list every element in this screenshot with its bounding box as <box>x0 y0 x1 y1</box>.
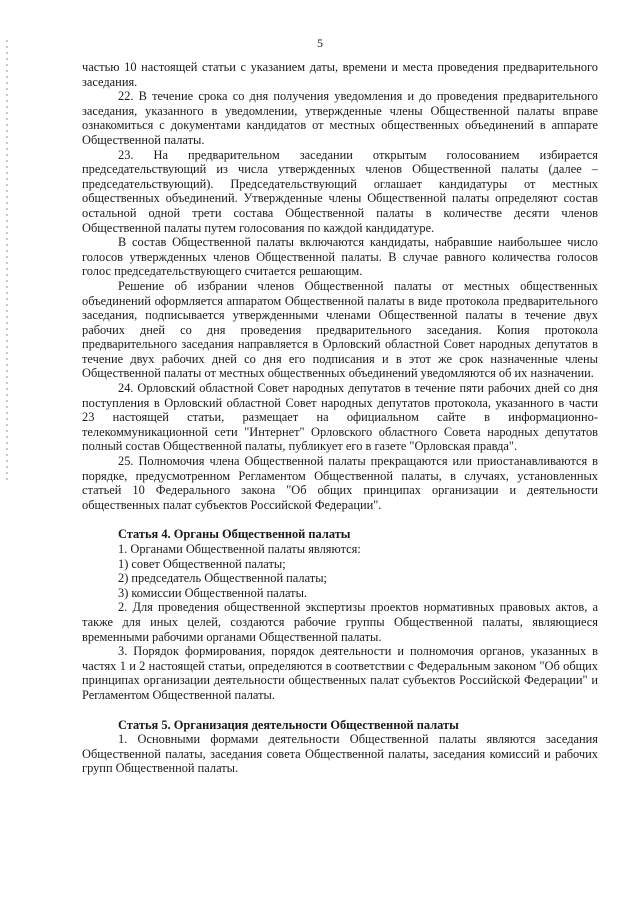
article-5-heading: Статья 5. Организация деятельности Общественной палаты <box>118 717 459 732</box>
article-4-paragraph: 2. Для проведения общественной экспертизы проектов нормативных правовых актов, а также для иных целей, создаются рабочие группы Общественной палаты, являющиеся временными рабочими органами Общественной палаты. <box>82 600 598 644</box>
document-body <box>82 60 598 776</box>
paragraph-decision: Решение об избрании членов Общественной палаты от местных общественных объединений оформляется аппаратом Общественной палаты в виде протокола предварительного заседания, подписывается утвержденными членами Общественной палаты в течение двух рабочих дней со дня проведения предварительного заседания. Копия протокола предварительного заседания направляется в Орловский областной Совет народных депутатов в течение двух рабочих дней со дня его подписания и в этот же срок назначенные члены Общественной палаты от местных общественных объединений уведомляются об их назначении. <box>82 278 598 381</box>
article-4-list-item: 2) председатель Общественной палаты; <box>118 571 327 586</box>
paragraph-item-23: 23. На предварительном заседании открытым голосованием избирается председательствующий из числа утвержденных членов Общественной палаты (далее – председательствующий). Председательствующий оглашает кандидатуры от местных общественных объединений. Утвержденные члены Общественной палаты определяют состав остальной одной трети состава Общественной палаты в количестве десяти членов Общественной палаты путем голосования по каждой кандидатуре. <box>82 147 598 235</box>
article-4-list-item: 3) комиссии Общественной палаты. <box>118 585 308 600</box>
page-number: 5 <box>317 36 323 50</box>
article-5-paragraph: 1. Основными формами деятельности Общественной палаты являются заседания Общественной палаты, заседания совета Общественной палаты, заседания комиссий и рабочих групп Общественной палаты. <box>82 732 598 776</box>
article-4-heading: Статья 4. Органы Общественной палаты <box>118 527 351 542</box>
paragraph-item-22: 22. В течение срока со дня получения уведомления и до проведения предварительного заседания, указанного в уведомлении, утвержденные члены Общественной палаты вправе ознакомиться с документами кандидатов от местных общественных объединений в аппарате Общественной палаты. <box>82 89 598 147</box>
article-4-list-item: 1) совет Общественной палаты; <box>118 556 286 571</box>
article-4-paragraph: 3. Порядок формирования, порядок деятельности и полномочия органов, указанных в частях 1 и 2 настоящей статьи, определяются в соответствии с Федеральным законом "Об общих принципах организации деятельности общественных палат субъектов Российской Федерации" и Регламентом Общественной палаты. <box>82 644 598 702</box>
article-4-paragraph: 1. Органами Общественной палаты являются: <box>118 542 361 556</box>
paragraph-item-25: 25. Полномочия члена Общественной палаты прекращаются или приостанавливаются в порядке, предусмотренном Регламентом Общественной палаты, в случаях, установленных статьей 10 Федерального закона "Об общих принципах организации и деятельности общественных палат субъектов Российской Федерации". <box>82 454 598 512</box>
binding-margin-mark <box>6 40 8 480</box>
paragraph-continuation: частью 10 настоящей статьи с указанием даты, времени и места проведения предварительного заседания. <box>82 60 598 89</box>
paragraph-item-24: 24. Орловский областной Совет народных депутатов в течение пяти рабочих дней со дня поступления в Орловский областной Совет народных депутатов протокола, указанного в части 23 настоящей статьи, размещает на официальном сайте в информационно-телекоммуникационной сети "Интернет" Орловского областного Совета народных депутатов полный состав Общественной палаты, публикует его в газете "Орловская правда". <box>82 381 598 454</box>
paragraph-composition: В состав Общественной палаты включаются кандидаты, набравшие наибольшее число голосов утвержденных членов Общественной палаты. В случае равного количества голосов голос председательствующего считается решающим. <box>82 235 598 279</box>
